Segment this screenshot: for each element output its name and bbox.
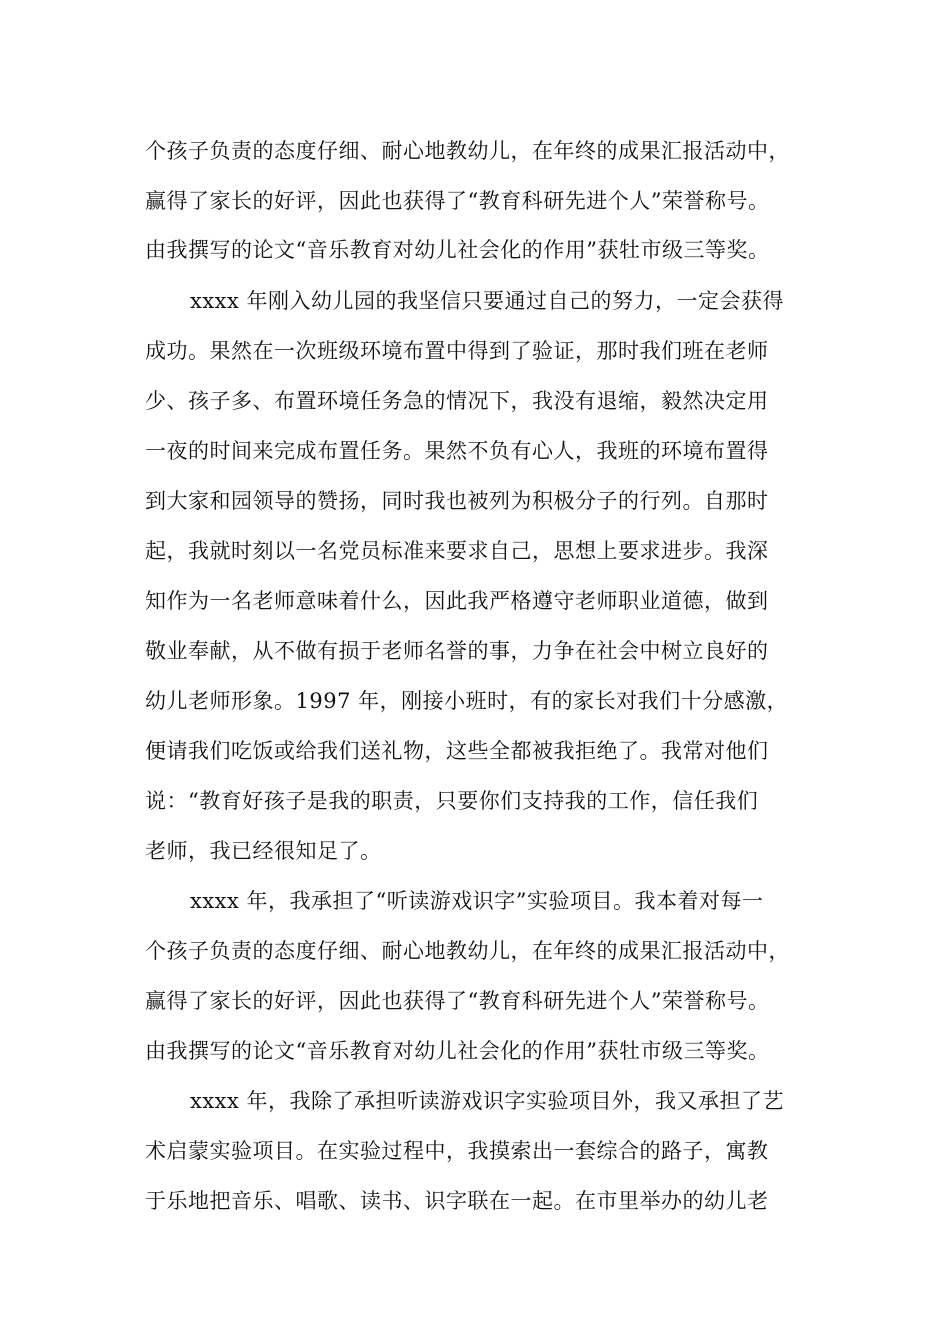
text-line: 成功。果然在一次班级环境布置中得到了验证，那时我们班在老师: [145, 339, 769, 363]
text-line: 老师，我已经很知足了。: [145, 839, 382, 863]
paragraph-first-line: xxxx 年，我承担了“听读游戏识字”实验项目。我本着对每一: [190, 889, 764, 913]
text-line: 由我撰写的论文“音乐教育对幼儿社会化的作用”获牡市级三等奖。: [145, 238, 770, 262]
text-line: 于乐地把音乐、唱歌、读书、识字联在一起。在市里举办的幼儿老: [145, 1189, 769, 1213]
text-line: 敬业奉献，从不做有损于老师名誉的事，力争在社会中树立良好的: [145, 639, 769, 663]
text-line: 由我撰写的论文“音乐教育对幼儿社会化的作用”获牡市级三等奖。: [145, 1039, 770, 1063]
text-line: 赢得了家长的好评，因此也获得了“教育科研先进个人”荣誉称号。: [145, 189, 770, 213]
text-line: 赢得了家长的好评，因此也获得了“教育科研先进个人”荣誉称号。: [145, 989, 770, 1013]
text-line: 起，我就时刻以一名党员标准来要求自己，思想上要求进步。我深: [145, 539, 769, 563]
text-line: 少、孩子多、布置环境任务急的情况下，我没有退缩，毅然决定用: [145, 389, 769, 413]
text-line: 一夜的时间来完成布置任务。果然不负有心人，我班的环境布置得: [145, 439, 769, 463]
text-line: 说：“教育好孩子是我的职责，只要你们支持我的工作，信任我们: [145, 789, 759, 813]
text-line: 幼儿老师形象。1997 年，刚接小班时，有的家长对我们十分感激，: [145, 689, 789, 713]
text-line: 到大家和园领导的赞扬，同时我也被列为积极分子的行列。自那时: [145, 489, 769, 513]
text-line: 术启蒙实验项目。在实验过程中，我摸索出一套综合的路子，寓教: [145, 1139, 769, 1163]
text-line: 个孩子负责的态度仔细、耐心地教幼儿，在年终的成果汇报活动中，: [145, 939, 790, 963]
paragraph-first-line: xxxx 年刚入幼儿园的我坚信只要通过自己的努力，一定会获得: [190, 289, 785, 313]
paragraph-first-line: xxxx 年，我除了承担听读游戏识字实验项目外，我又承担了艺: [190, 1089, 785, 1113]
text-line: 便请我们吃饭或给我们送礼物，这些全都被我拒绝了。我常对他们: [145, 739, 769, 763]
text-line: 个孩子负责的态度仔细、耐心地教幼儿，在年终的成果汇报活动中，: [145, 139, 790, 163]
text-line: 知作为一名老师意味着什么，因此我严格遵守老师职业道德，做到: [145, 589, 769, 613]
